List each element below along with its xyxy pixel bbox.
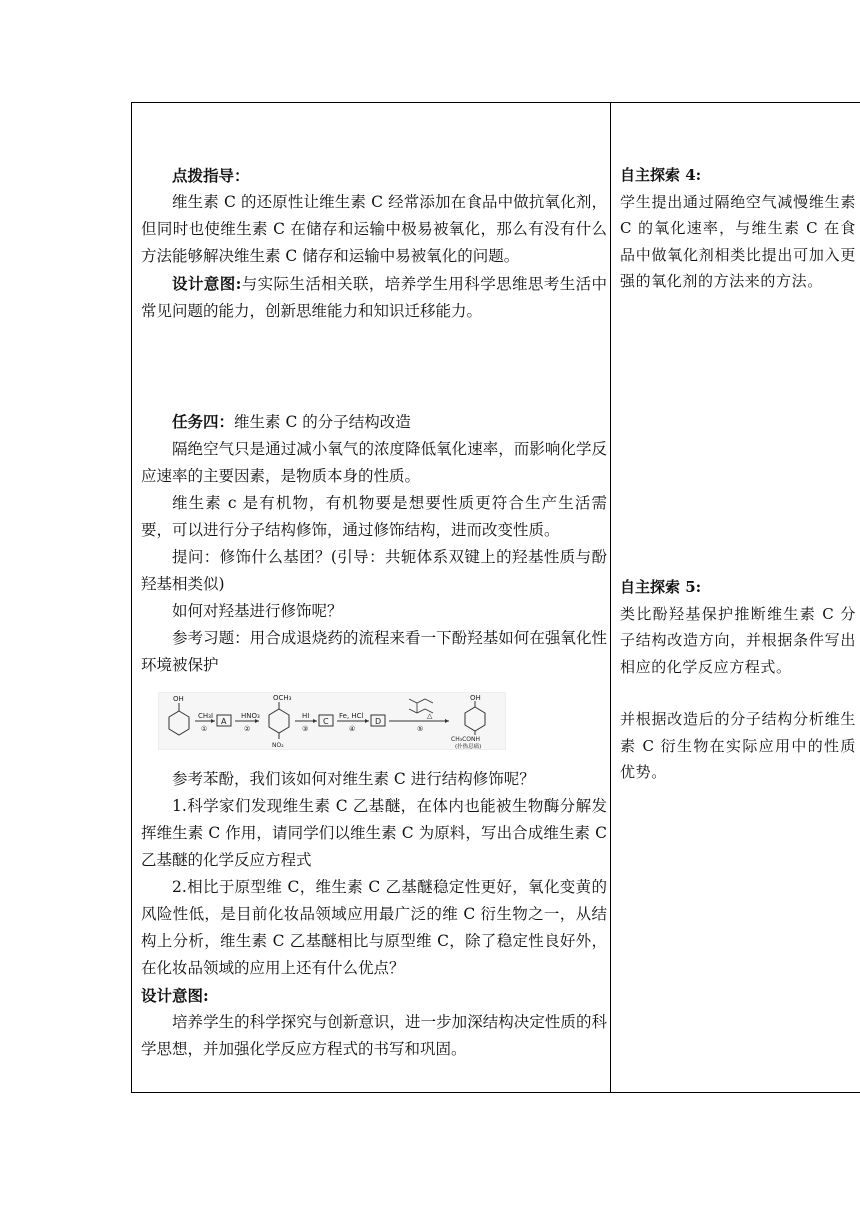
scheme-reagent4: Fe, HCl: [339, 712, 364, 720]
scheme-oh2: OH: [470, 694, 481, 702]
scheme-box-d: D: [375, 717, 382, 726]
intent-text-2: 培养学生的科学探究与创新意识，进一步加深结构决定性质的科学思想，并加强化学反应方程式的书写和巩固。: [141, 1013, 607, 1058]
intent-paragraph-1: [141, 270, 607, 325]
phenol-ring: [169, 703, 189, 735]
intent-text-1: 与实际生活相关联，培养学生用科学思维思考生活中常见问题的能力，创新思维能力和知识迁移能力。: [141, 275, 607, 320]
scheme-step5: ⑤: [417, 725, 424, 733]
acetic-anhydride-structure: [409, 699, 433, 713]
modification-paragraph-1: 参考苯酚，我们该如何对维生素 C 进行结构修饰呢？: [172, 770, 535, 788]
explore5-section: [620, 574, 856, 786]
scheme-step2: ②: [244, 725, 251, 733]
guide-heading: 点拨指导：: [172, 166, 250, 185]
task4-section: [141, 408, 607, 679]
task4-paragraph-3: 提问：修饰什么基团？(引导：共轭体系双键上的羟基性质与酚羟基相类似): [141, 548, 607, 593]
explore4-section: [620, 162, 856, 295]
scheme-och3: OCH₃: [273, 694, 292, 702]
scheme-delta: △: [427, 712, 433, 720]
question-1: 1.科学家们发现维生素 C 乙基醚，在体内也能被生物酶分解发挥维生素 C 作用，请同学们以维生素 C 为原料，写出合成维生素 C 乙基醚的化学反应方程式: [141, 797, 607, 869]
nitroanisole-ring: [269, 702, 289, 739]
explore5-text-2: 并根据改造后的分子结构分析维生素 C 衍生物在实际应用中的性质优势。: [620, 710, 856, 781]
scheme-product: CH₃CONH: [451, 736, 481, 743]
scheme-step4: ④: [349, 725, 356, 733]
task4-title: 维生素 C 的分子结构改造: [234, 413, 411, 431]
table-column-divider: [610, 102, 611, 1093]
task4-label: 任务四：: [172, 412, 235, 431]
explore4-heading: 自主探索 4:: [620, 166, 702, 184]
table-top-border: [131, 102, 860, 103]
task4-paragraph-5: 参考习题：用合成退烧药的流程来看一下酚羟基如何在强氧化性环境被保护: [141, 629, 607, 674]
scheme-reagent1: CH₃I: [198, 712, 214, 720]
scheme-box-c: C: [323, 717, 329, 726]
scheme-no2: NO₂: [272, 742, 284, 749]
reaction-scheme-image: [158, 692, 506, 750]
explore5-heading: 自主探索 5:: [620, 578, 702, 596]
scheme-product-note: (扑热息痛): [455, 744, 482, 749]
task4-heading: [141, 408, 607, 436]
explore4-text: 学生提出通过隔绝空气减慢维生素 C 的氧化速率，与维生素 C 在食品中做氧化剂相类比提出可加入更强的氧化剂的方法来的方法。: [620, 192, 856, 290]
scheme-reagent2: HNO₃: [241, 712, 260, 720]
question-2: 2.相比于原型维 C，维生素 C 乙基醚稳定性更好，氧化变黄的风险性低，是目前化妆品领域应用最广泛的维 C 衍生物之一，从结构上分析，维生素 C 乙基醚相比与原型维 C，除了稳定性良好外，在化妆品领域的应用上还有什么优点？: [141, 878, 607, 977]
scheme-box-a: A: [221, 717, 227, 726]
task4-paragraph-1: 隔绝空气只是通过减小氧气的浓度降低氧化速率，而影响化学反应速率的主要因素，是物质本身的性质。: [141, 440, 607, 485]
paracetamol-ring: [465, 701, 485, 735]
scheme-oh1: OH: [173, 695, 184, 703]
table-bottom-border: [131, 1092, 860, 1093]
intent-label-2: 设计意图:: [141, 986, 209, 1005]
modification-section: [141, 766, 607, 1063]
scheme-step3: ③: [302, 725, 309, 733]
task4-paragraph-4: 如何对羟基进行修饰呢？: [172, 602, 343, 620]
scheme-step1: ①: [201, 725, 208, 733]
table-left-border: [131, 102, 132, 1093]
intent-label-1: 设计意图:: [172, 274, 242, 293]
guide-text: 维生素 C 的还原性让维生素 C 经常添加在食品中做抗氧化剂，但同时也使维生素 C 在储存和运输中极易被氧化，那么有没有什么方法能够解决维生素 C 储存和运输中易被氧化的问题。: [141, 193, 607, 265]
explore5-text: 类比酚羟基保护推断维生素 C 分子结构改造方向，并根据条件写出相应的化学反应方程式。: [620, 604, 856, 676]
scheme-reagent3: HI: [302, 712, 310, 720]
guide-section: [141, 162, 607, 325]
task4-paragraph-2: 维生素 c 是有机物，有机物要是想要性质更符合生产生活需要，可以进行分子结构修饰，通过修饰结构，进而改变性质。: [141, 494, 607, 539]
